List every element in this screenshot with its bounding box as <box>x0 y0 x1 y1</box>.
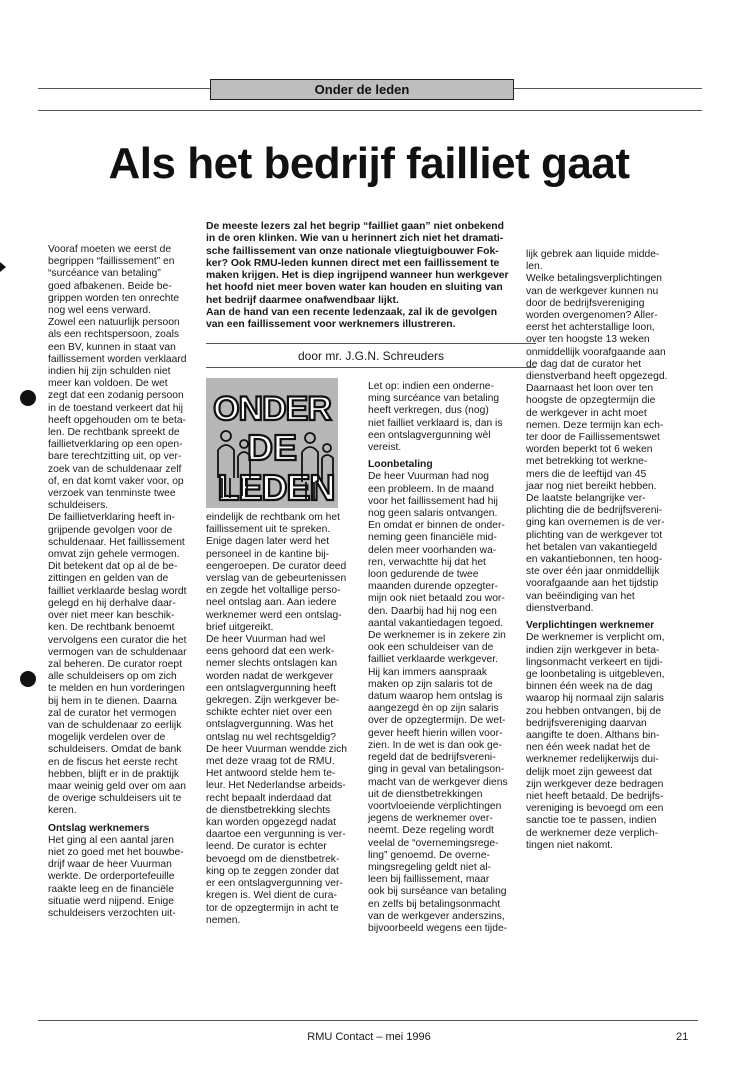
col1-paragraph-3: Het ging al een aantal jaren niet zo goed met het bouwbe- drijf waar de heer Vuurman werkte. De orderportefeuille raakte leeg en de financiële situatie werd nijpend. Enige schuldeisers verzochten uit- <box>48 834 184 919</box>
column-2 <box>206 512 356 927</box>
col2-paragraph-1: eindelijk de rechtbank om het faillissement uit te spreken. Enige dagen later werd het personeel in de kantine bij- eengeroepen. De curator deed verslag van de gebeurtenissen en zegde het voltallige perso- neel ontslag aan. Aan iedere werknemer werd een ontslag- brief uitgereikt. <box>206 512 347 633</box>
col3-paragraph-1: Let op: indien een onderne- ming surcéance van betaling heeft verkregen, dus (nog) niet failliet verklaard is, dan is een ontslagvergunning wèl vereist. <box>368 381 503 454</box>
col3-paragraph-2: De heer Vuurman had nog een probleem. In de maand voor het faillissement had hij nog geen salaris ontvangen. En omdat er binnen de onder- neming geen financiële mid- delen meer voorhanden wa- ren, verwachtte hij dat het loon gedurende de twee maanden durende opzegter- mijn ook niet betaald zou wor- den. Daarbij had hij nog een aantal vakantiedagen tegoed. De werknemer is in zekere zin ook een schuldeiser van de failliet verklaarde werkgever. Hij kan immers aanspraak maken op zijn salaris tot de datum waarop hem ontslag is aangezegd èn op zijn salaris over de opzegtermijn. De wet- gever heeft hierin willen voor- zien. In de wet is dan ook ge- regeld dat de bedrijfsvereni- ging in geval van betalingson- macht van de werkgever diens uit de dienstbetrekkingen voortvloeiende verplichtingen jegens de werknemer over- neemt. Deze regeling wordt veelal de “overnemingsrege- ling” genoemd. De overne- mingsregeling geldt niet al- leen bij faillissement, maar ook bij surséance van betaling en zelfs bij betalingsonmacht van de werkgever anderszins, bijvoorbeeld wegens een tijde- <box>368 471 508 934</box>
column-1 <box>48 244 196 920</box>
col2-paragraph-2: De heer Vuurman had wel eens gehoord dat een werk- nemer slechts ontslagen kan worden nadat de werkgever een ontslagvergunning heeft gekregen. Zijn werkgever be- schikte echter niet over een ontslagvergunning. Was het ontslag nu wel rechtsgeldig? De heer Vuurman wendde zich met deze vraag tot de RMU. Het antwoord stelde hem te- leur. Het Nederlandse arbeids- recht bepaalt inderdaad dat de dienstbetrekking slechts kan worden opgezegd nadat daartoe een vergunning is ver- leend. De curator is echter bevoegd om de dienstbetrek- king op te zeggen zonder dat er een ontslagvergunning ver- kregen is. Wel dient de cura- tor de opzegtermijn in acht te nemen. <box>206 634 347 926</box>
footer-rule <box>38 1020 698 1021</box>
col3-subheading: Loonbetaling <box>368 459 433 471</box>
col1-paragraph-2: De faillietverklaring heeft in- grijpende gevolgen voor de schuldenaar. Het faillissement omvat zijn gehele vermogen. Dit betekent dat op al de be- zittingen en gelden van de failliet verklaarde beslag wordt gelegd en hij derhalve daar- over niet meer kan beschik- ken. De rechtbank benoemt vervolgens een curator die het vermogen van de schuldenaar zal beheren. De curator roept alle schuldeisers op om zich te melden en hun vorderingen bij hem in te dienen. Daarna zal de curator het vermogen van de schuldenaar zo eerlijk mogelijk verdelen over de schuldeisers. Omdat de bank en de fiscus het eerste recht hebben, blijft er in de praktijk maar weinig geld over om aan de overige schuldeisers uit te keren. <box>48 512 187 817</box>
col1-subheading: Ontslag werknemers <box>48 822 150 834</box>
section-banner: Onder de leden <box>210 79 514 100</box>
headline: Als het bedrijf failliet gaat <box>108 139 630 188</box>
logo-word-1: ONDER <box>213 390 331 428</box>
banner-rule <box>38 110 702 111</box>
col4-paragraph-1: lijk gebrek aan liquide midde- len. <box>526 249 660 273</box>
byline-rule-top <box>206 343 536 344</box>
intro-lead: De meeste lezers zal het begrip “failliet gaan” niet onbekend in de oren klinken. Wie van u herinnert zich niet het dramati- sche faillissement van onze nationale vliegtuigbouwer Fok- ker? Ook RMU-leden kunnen direct met een faillissement te maken krijgen. Het is diep ingrijpend wanneer hun werkgever het hoofd niet meer boven water kan houden en sluiting van het bedrijf daarmee onafwendbaar lijkt. Aan de hand van een recente ledenzaak, zal ik de gevolgen van een faillissement voor werknemers illustreren. <box>206 221 509 331</box>
page-number: 21 <box>676 1031 689 1043</box>
punch-hole-mark <box>20 390 36 406</box>
footer-publication: RMU Contact – mei 1996 <box>307 1031 431 1043</box>
punch-hole-mark <box>20 671 36 687</box>
column-3 <box>368 381 523 935</box>
byline: door mr. J.G.N. Schreuders <box>297 349 445 363</box>
col1-paragraph-1: Vooraf moeten we eerst de begrippen “faillissement” en “surcéance van betaling” goed afbakenen. Beide be- grippen worden ten onrechte nog wel eens verward. Zowel een natuurlijk persoon als een rechtspersoon, zoals een BV, kunnen in staat van faillissement worden verklaard indien hij zijn schulden niet meer kan voldoen. De wet zegt dat een zodanig persoon in de toestand verkeert dat hij heeft opgehouden om te beta- len. De rechtbank spreekt de faillietverklaring op een open- bare terechtzitting uit, op ver- zoek van de schuldenaar zelf of, en dat komt vaker voor, op verzoek van tenminste twee schuldeisers. <box>48 244 187 512</box>
col4-paragraph-2: Welke betalingsverplichtingen van de werkgever kunnen nu door de bedrijfsvereniging worden overgenomen? Aller- eerst het achterstallige loon, over ten hoogste 13 weken onmiddellijk voorafgaande aan de dag dat de curator het dienstverband heeft opgezegd. Daarnaast het loon over ten hoogste de opzegtermijn die de werkgever in acht moet nemen. Deze termijn kan ech- ter door de Faillissementswet worden beperkt tot 6 weken met betrekking tot werkne- mers die de leeftijd van 45 jaar nog niet bereikt hebben. De laatste belangrijke ver- plichting die de bedrijfsvereni- ging kan overnemen is de ver- plichting van de werkgever tot het betalen van vakantiegeld en vakantiebonnen, ten hoog- ste over één jaar onmiddellijk voorafgaande aan het tijdstip van beëindiging van het dienstverband. <box>526 273 668 614</box>
column-4 <box>526 249 698 852</box>
logo-graphic <box>206 378 338 508</box>
logo-word-2: DE <box>246 427 298 468</box>
col4-subheading: Verplichtingen werknemer <box>526 620 655 632</box>
onder-de-leden-logo <box>206 378 338 508</box>
byline-rule-bottom <box>206 367 536 368</box>
margin-arrow-mark <box>0 262 6 272</box>
col4-paragraph-3: De werknemer is verplicht om, indien zijn werkgever in beta- lingsonmacht verkeert en tijdi- ge loonbetaling is uitgebleven, binnen één week na de dag waarop hij normaal zijn salaris zou hebben ontvangen, bij de bedrijfsvereniging daarvan aangifte te doen. Althans bin- nen één week nadat het de werknemer redelijkerwijs dui- delijk moet zijn geweest dat zijn werkgever deze bedragen niet heeft betaald. De bedrijfs- vereniging is bevoegd om een sanctie toe te passen, indien de werknemer deze verplich- tingen niet nakomt. <box>526 632 665 851</box>
logo-word-3: LEDEN <box>217 467 335 508</box>
